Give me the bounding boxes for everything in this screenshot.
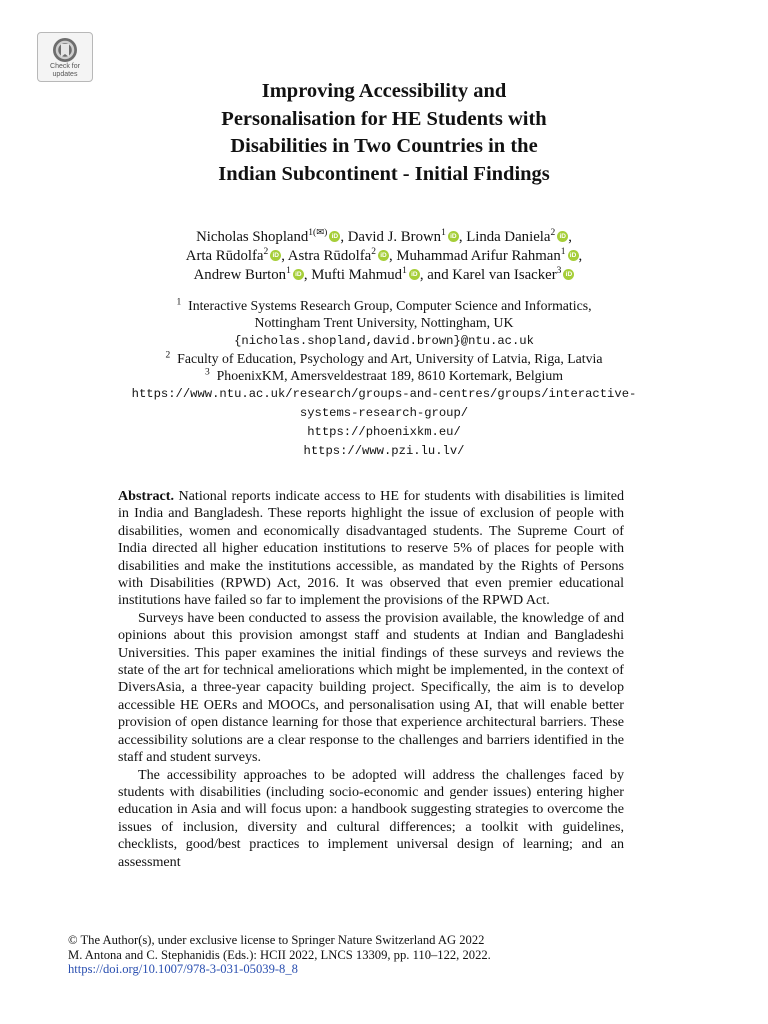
author-affil-sup: 2 bbox=[550, 228, 556, 239]
author-affil-sup: 2 bbox=[263, 247, 269, 258]
orcid-icon[interactable]: iD bbox=[557, 231, 568, 242]
affil-1-line-1: Interactive Systems Research Group, Computer Science and Informatics, bbox=[188, 298, 592, 313]
affil-3-line-1: PhoenixKM, Amersveldestraat 189, 8610 Kortemark, Belgium bbox=[216, 368, 564, 383]
orcid-icon[interactable]: iD bbox=[270, 250, 281, 261]
affiliations bbox=[60, 297, 708, 460]
orcid-icon[interactable]: iD bbox=[293, 269, 304, 280]
author-sep: , bbox=[568, 229, 572, 245]
affil-url-2[interactable]: https://phoenixkm.eu/ bbox=[307, 425, 461, 439]
orcid-icon[interactable]: iD bbox=[563, 269, 574, 280]
affil-2-line-1: Faculty of Education, Psychology and Art, University of Latvia, Riga, Latvia bbox=[177, 351, 603, 366]
check-for-updates-badge[interactable] bbox=[37, 32, 93, 82]
author-name: Andrew Burton bbox=[193, 267, 287, 283]
author-affil-sup: 3 bbox=[556, 266, 562, 277]
affil-1-email[interactable]: {nicholas.shopland,david.brown}@ntu.ac.uk bbox=[234, 334, 534, 348]
author-sep: , and bbox=[419, 267, 453, 283]
author-sep: , bbox=[340, 229, 348, 245]
author-name: Astra Rūdolfa bbox=[287, 248, 372, 264]
copyright-footer bbox=[68, 933, 688, 977]
badge-text-1: Check for bbox=[50, 63, 80, 70]
author-name: Karel van Isacker bbox=[452, 267, 557, 283]
abstract-label: Abstract. bbox=[118, 488, 174, 504]
author-sep: , bbox=[303, 267, 312, 283]
affil-url-1[interactable]: https://www.ntu.ac.uk/research/groups-and-centres/groups/interactive- bbox=[131, 387, 637, 401]
orcid-icon[interactable]: iD bbox=[568, 250, 579, 261]
author-affil-sup: 1(✉) bbox=[308, 228, 328, 239]
author-list bbox=[40, 228, 728, 285]
author-sep: , bbox=[458, 229, 467, 245]
author-name: Linda Daniela bbox=[466, 229, 551, 245]
author-name: Mufti Mahmud bbox=[311, 267, 403, 283]
author-affil-sup: 2 bbox=[371, 247, 376, 258]
author-name: David J. Brown bbox=[347, 229, 442, 245]
citation-line: M. Antona and C. Stephanidis (Eds.): HCII 2022, LNCS 13309, pp. 110–122, 2022. bbox=[68, 947, 491, 962]
affil-number: 3 bbox=[204, 367, 210, 378]
copyright-line: © The Author(s), under exclusive license to Springer Nature Switzerland AG 2022 bbox=[68, 933, 485, 947]
title-line: Disabilities in Two Countries in the bbox=[230, 135, 538, 157]
title-line: Indian Subcontinent - Initial Findings bbox=[218, 162, 550, 185]
author-affil-sup: 1 bbox=[402, 266, 407, 277]
bookmark-icon bbox=[52, 37, 78, 63]
affil-number: 2 bbox=[165, 350, 171, 361]
abstract-text-1: National reports indicate access to HE for students with disabilities is limited in India and Bangladesh. These reports highlight the issue of exclusion of people with disabilities, women and economically disadvantaged students. The Supreme Court of India directed all higher education institutions to reserve 5% of places for people with disabilities and make the institutions accessible, as mandated by the Rights of Persons with Disabilities (RPWD) Act, 2016. It was observed that even premier educational institutions have failed so far to implement the provisions of the RPWD Act. bbox=[118, 488, 624, 609]
paper-title bbox=[60, 78, 708, 188]
author-name: Arta Rūdolfa bbox=[185, 248, 264, 264]
orcid-icon[interactable]: iD bbox=[409, 269, 420, 280]
title-line: Improving Accessibility and bbox=[261, 80, 507, 102]
author-sep: , bbox=[281, 248, 288, 264]
author-sep: , bbox=[388, 248, 397, 264]
author-affil-sup: 1 bbox=[286, 266, 291, 277]
badge-text-2: updates bbox=[52, 71, 78, 78]
author-sep: , bbox=[578, 248, 583, 264]
abstract bbox=[118, 488, 624, 871]
abstract-paragraph-3: The accessibility approaches to be adopted will address the challenges faced by students with disabilities (including socio-economic and gender issues) entering higher education in Asia and will focus upon: a handbook suggesting strategies to overcome the issues of inclusion, diversity and cultural differences; a toolkit with guidelines, checklists, good/best practices to implement universal design of learning; and an assessment bbox=[118, 766, 624, 870]
doi-link[interactable]: https://doi.org/10.1007/978-3-031-05039-8_8 bbox=[68, 962, 298, 977]
author-name: Muhammad Arifur Rahman bbox=[396, 248, 561, 264]
affil-1-line-2: Nottingham Trent University, Nottingham, UK bbox=[254, 315, 514, 330]
orcid-icon[interactable]: iD bbox=[329, 231, 340, 242]
author-name: Nicholas Shopland bbox=[196, 229, 309, 245]
author-affil-sup: 1 bbox=[560, 247, 566, 258]
affil-number: 1 bbox=[176, 297, 182, 308]
orcid-icon[interactable]: iD bbox=[378, 250, 389, 261]
title-line: Personalisation for HE Students with bbox=[221, 107, 547, 130]
orcid-icon[interactable]: iD bbox=[448, 231, 459, 242]
abstract-paragraph-1 bbox=[118, 488, 624, 610]
author-affil-sup: 1 bbox=[441, 228, 446, 239]
affil-url-1-cont[interactable]: systems-research-group/ bbox=[299, 406, 469, 420]
abstract-paragraph-2: Surveys have been conducted to assess the provision available, the knowledge of and opinions about this provision amongst staff and students at Indian and Bangladeshi Universities. This paper examines the initial findings of these surveys and reviews the state of the art for technical ameliorations which might be implemented, in the context of DiversAsia, a three-year capacity building project. Specifically, the aim is to develop accessible HE OERs and MOOCs, and personalisation using AI, that will enable better provision of open distance learning for those that experience architectural barriers. These accessibility solutions are a clear response to the challenges and barriers identified in the staff and student surveys. bbox=[118, 609, 624, 766]
affil-url-3[interactable]: https://www.pzi.lu.lv/ bbox=[303, 444, 465, 458]
